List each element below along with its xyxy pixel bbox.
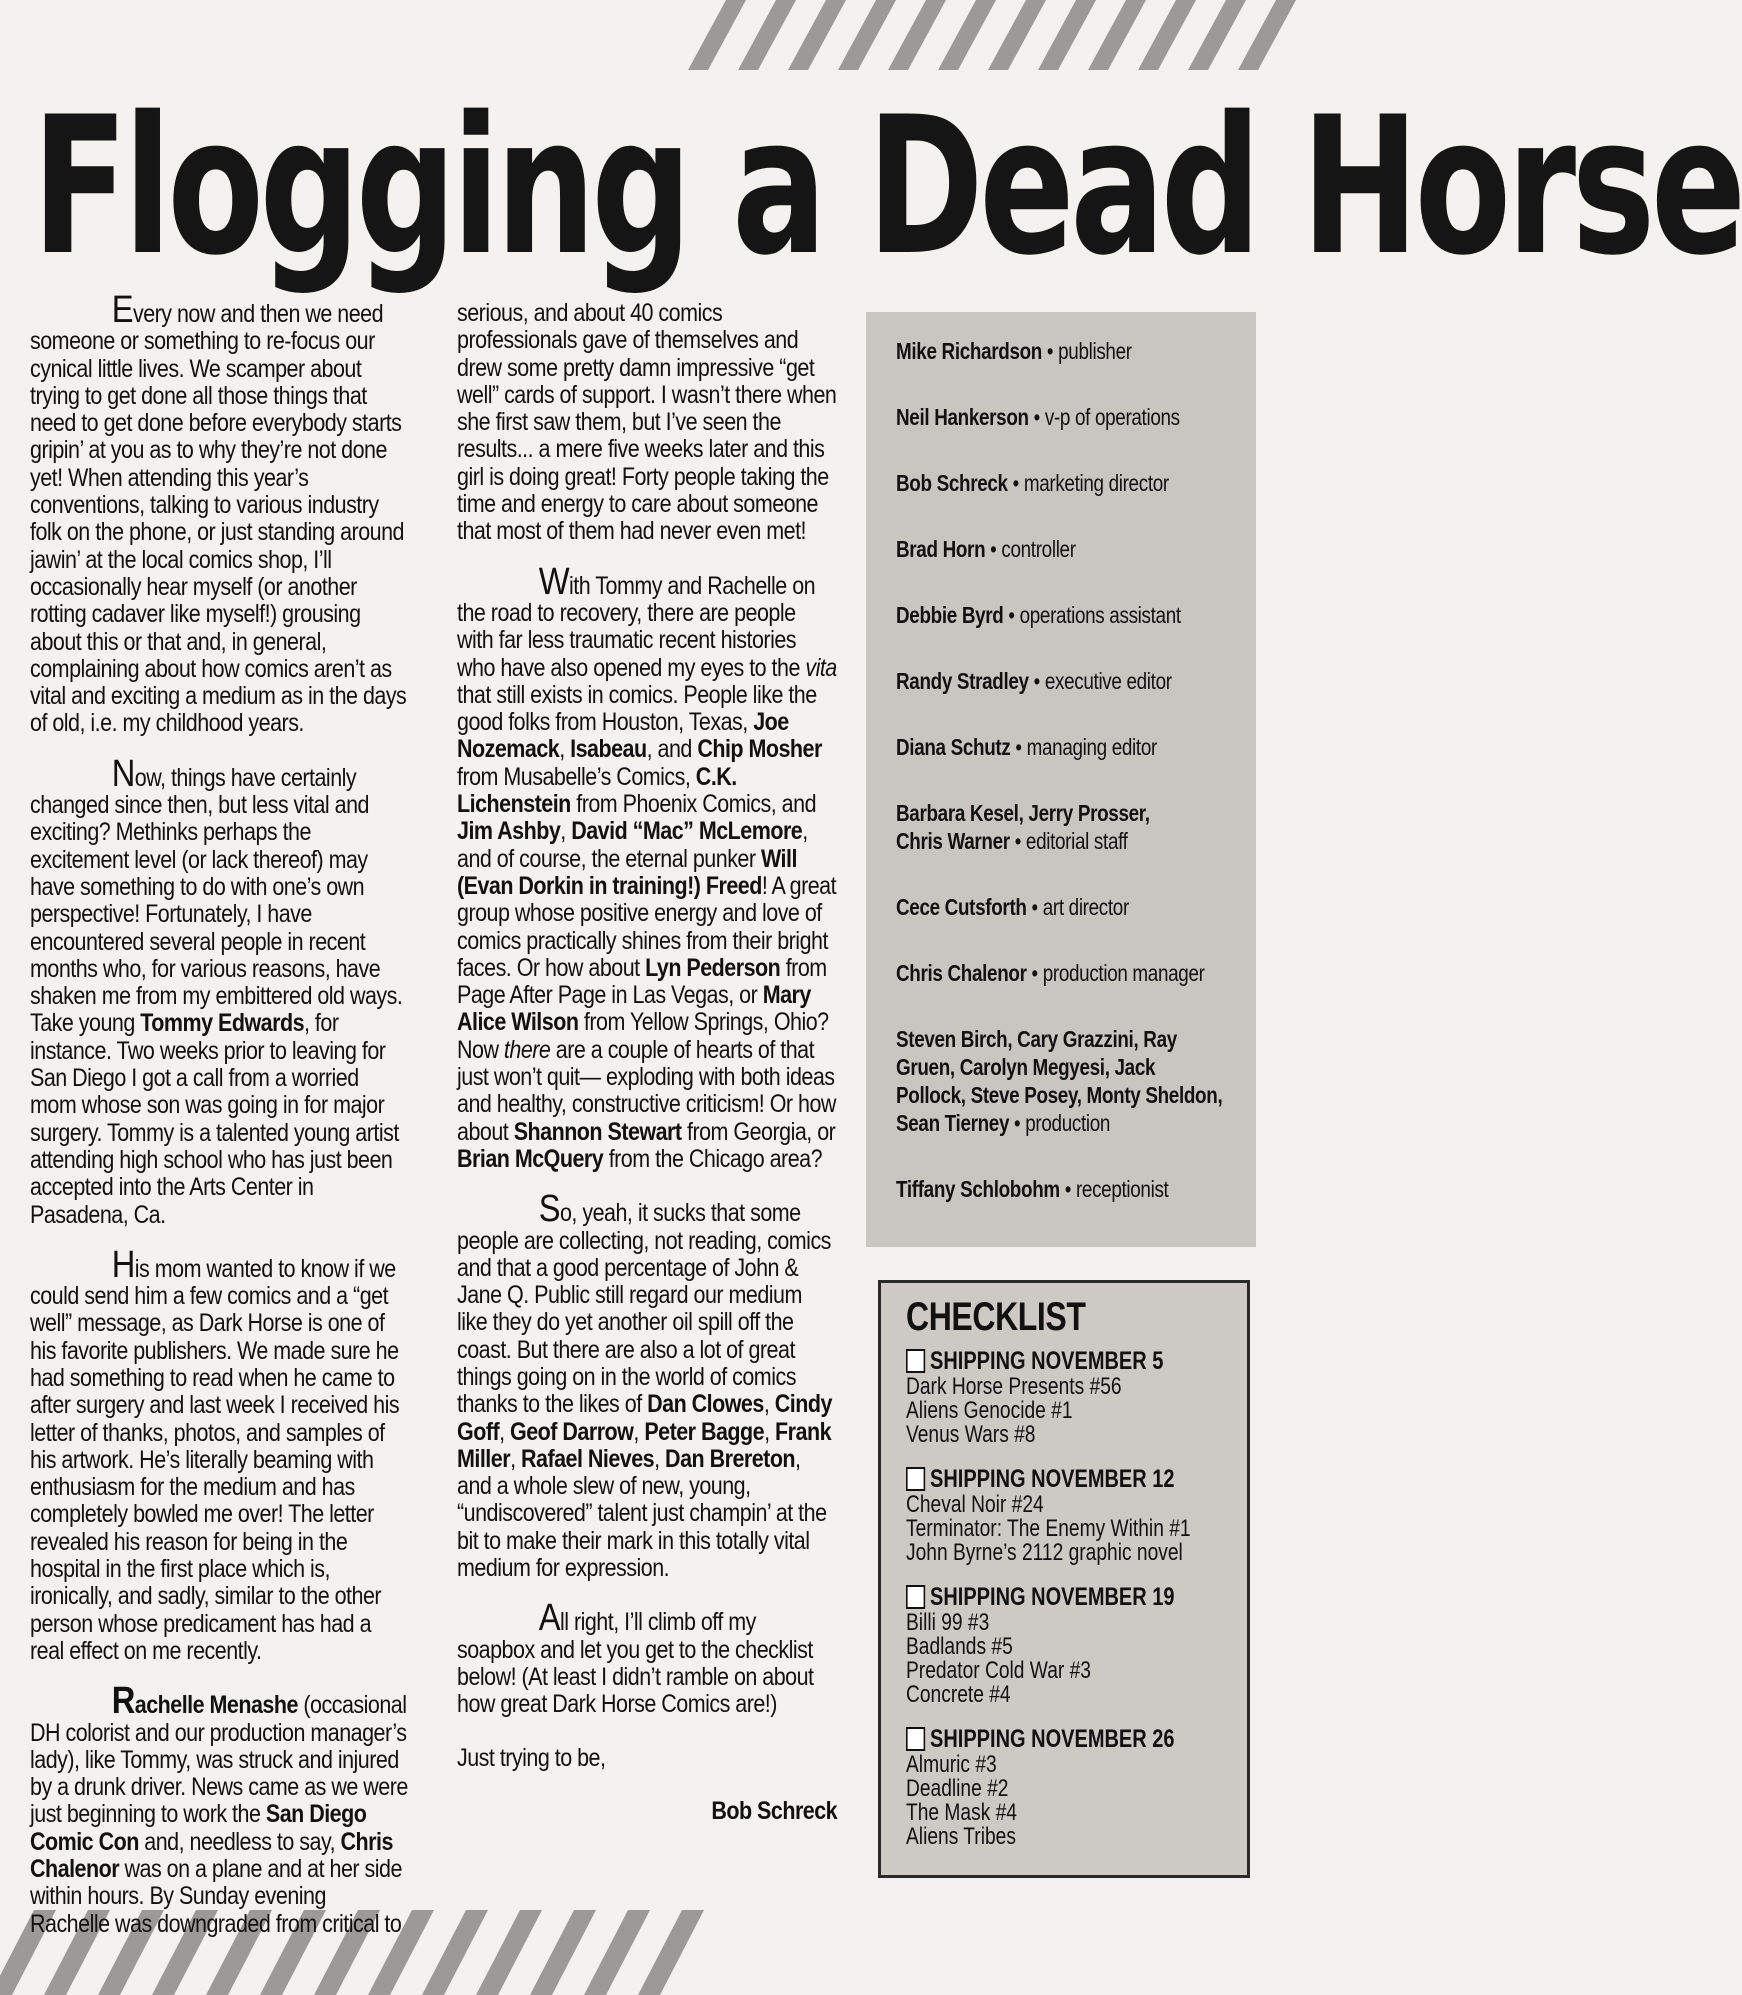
list-item: Badlands #5 (906, 1633, 1013, 1660)
staff-row: Bob Schreck • marketing director (896, 470, 1169, 496)
checkbox[interactable] (906, 1727, 925, 1751)
staff-row: Tiffany Schlobohm • receptionist (896, 1176, 1169, 1202)
list-item: Deadline #2 (906, 1775, 1009, 1802)
staff-row: Diana Schutz • managing editor (896, 734, 1157, 760)
shipping-group (906, 1465, 1242, 1565)
page-title: Flogging a Dead Horse (32, 76, 1742, 297)
list-item: Aliens Tribes (906, 1823, 1016, 1850)
paragraph: Rachelle Menashe (occasional DH colorist and our production manager’s lady), like Tommy, was struck and injured by a drunk driver. News came as we were just beginning to work the San Diego Comic Con and, needless to say, Chris Chalenor was on a plane and at her side within hours. By Sunday evening Rachelle was downgraded from critical to (30, 1680, 408, 1938)
drop-letter: W (538, 560, 570, 603)
shipping-group (906, 1725, 1242, 1849)
list-item: Almuric #3 (906, 1751, 997, 1778)
staff-row: Debbie Byrd • operations assistant (896, 602, 1181, 628)
closing-line: Just trying to be, (457, 1743, 606, 1772)
top-stripes (650, 0, 1280, 70)
shipping-heading: SHIPPING NOVEMBER 12 (930, 1465, 1175, 1493)
list-item: Cheval Noir #24 (906, 1491, 1044, 1518)
shipping-heading: SHIPPING NOVEMBER 19 (930, 1583, 1175, 1611)
staff-row: Neil Hankerson • v-p of operations (896, 404, 1180, 430)
list-item: Concrete #4 (906, 1681, 1011, 1708)
checkbox[interactable] (906, 1585, 925, 1609)
paragraph: serious, and about 40 comics professionals gave of themselves and drew some pretty damn impressive “get well” cards of support. I wasn’t there when she first saw them, but I’ve seen the results... a mere five weeks later and this girl is doing great! Forty people taking the time and energy to care about someone that most of them had never even met! (457, 299, 837, 546)
paragraph: Now, things have certainly changed since then, but less vital and exciting? Methinks perhaps the excitement level (or lack thereof) may have something to do with one’s own perspective! Fortunately, I have encountered several people in recent months who, for various reasons, have shaken me from my embittered old ways. Take young Tommy Edwards, for instance. Two weeks prior to leaving for San Diego I got a call from a worried mom whose son was going in for major surgery. Tommy is a talented young artist attending high school who has just been accepted into the Arts Center in Pasadena, Ca. (30, 752, 403, 1229)
staff-row: Mike Richardson • publisher (896, 338, 1132, 364)
article-column-2 (457, 300, 837, 1851)
list-item: Billi 99 #3 (906, 1609, 990, 1636)
staff-row: Cece Cutsforth • art director (896, 894, 1129, 920)
staff-row: Steven Birch, Cary Grazzini, Ray Gruen, Carolyn Megyesi, Jack Pollock, Steve Posey, Monty Sheldon, Sean Tierney • production (896, 1026, 1223, 1136)
list-item: The Mask #4 (906, 1799, 1017, 1826)
staff-masthead (866, 312, 1256, 1247)
checklist-title: CHECKLIST (906, 1295, 1086, 1339)
list-item: Predator Cold War #3 (906, 1657, 1091, 1684)
paragraph: All right, I’ll climb off my soapbox and let you get to the checklist below! (At least I didn’t ramble on about how great Dark Horse Comics are!) (457, 1597, 814, 1719)
checklist-box (878, 1280, 1250, 1878)
paragraph: With Tommy and Rachelle on the road to recovery, there are people with far less traumatic recent histories who have also opened my eyes to the vita that still exists in comics. People like the good folks from Houston, Texas, Joe Nozemack, Isabeau, and Chip Mosher from Musabelle’s Comics, C.K. Lichenstein from Phoenix Comics, and Jim Ashby, David “Mac” McLemore, and of course, the eternal punker Will (Evan Dorkin in training!) Freed! A great group whose positive energy and love of comics practically shines from their bright faces. Or how about Lyn Pederson from Page After Page in Las Vegas, or Mary Alice Wilson from Yellow Springs, Ohio? Now there are a couple of hearts of that just won’t quit— exploding with both ideas and healthy, constructive criticism! Or how about Shannon Stewart from Georgia, or Brian McQuery from the Chicago area? (457, 560, 837, 1173)
staff-row: Chris Chalenor • production manager (896, 960, 1205, 986)
list-item: Venus Wars #8 (906, 1421, 1036, 1448)
article-column-1 (30, 289, 410, 1964)
list-item: Dark Horse Presents #56 (906, 1373, 1122, 1400)
drop-letter: H (111, 1243, 135, 1286)
drop-letter: E (111, 289, 133, 331)
drop-letter: S (538, 1188, 560, 1231)
paragraph: His mom wanted to know if we could send him a few comics and a “get well” message, as Dark Horse is one of his favorite publishers. We made sure he had something to read when he came to after surgery and last week I received his letter of thanks, photos, and samples of his artwork. He’s literally beaming with enthusiasm for the medium and has completely bowled me over! The letter revealed his reason for being in the hospital in the first place which is, ironically, and sadly, similar to the other person whose predicament has had a real effect on me recently. (30, 1243, 400, 1665)
staff-row: Barbara Kesel, Jerry Prosser, Chris Warner • editorial staff (896, 800, 1150, 854)
paragraph: So, yeah, it sucks that some people are collecting, not reading, comics and that a good percentage of John & Jane Q. Public still regard our medium like they do yet another oil spill off the coast. But there are also a lot of great things going on in the world of comics thanks to the likes of Dan Clowes, Cindy Goff, Geof Darrow, Peter Bagge, Frank Miller, Rafael Nieves, Dan Brereton, and a whole slew of new, young, “undiscovered” talent just champin’ at the bit to make their mark in this totally vital medium for expression. (457, 1188, 832, 1583)
list-item: Aliens Genocide #1 (906, 1397, 1073, 1424)
shipping-heading: SHIPPING NOVEMBER 26 (930, 1725, 1175, 1753)
checkbox[interactable] (906, 1349, 925, 1373)
top-stripes-graphic (650, 0, 1280, 70)
shipping-heading: SHIPPING NOVEMBER 5 (930, 1347, 1164, 1375)
staff-row: Brad Horn • controller (896, 536, 1076, 562)
paragraph: Every now and then we need someone or something to re-focus our cynical little lives. We scamper about trying to get done all those things that need to get done before everybody starts gripin’ at you as to why they’re not done yet! When attending this year’s conventions, talking to various industry folk on the phone, or just standing around jawin’ at the local comics shop, I’ll occasionally hear myself (or another rotting cadaver like myself!) grousing about this or that and, in general, complaining about how comics aren’t as vital and exciting a medium as in the days of old, i.e. my childhood years. (30, 289, 407, 738)
list-item: Terminator: The Enemy Within #1 (906, 1515, 1191, 1542)
staff-list (896, 337, 1240, 1241)
signature: Bob Schreck (711, 1796, 838, 1825)
drop-letter: R (111, 1680, 135, 1723)
drop-letter: N (111, 752, 135, 795)
staff-row: Randy Stradley • executive editor (896, 668, 1172, 694)
list-item: John Byrne’s 2112 graphic novel (906, 1539, 1183, 1566)
shipping-group (906, 1583, 1242, 1707)
drop-letter: A (538, 1597, 560, 1640)
shipping-group (906, 1347, 1242, 1447)
checkbox[interactable] (906, 1467, 925, 1491)
